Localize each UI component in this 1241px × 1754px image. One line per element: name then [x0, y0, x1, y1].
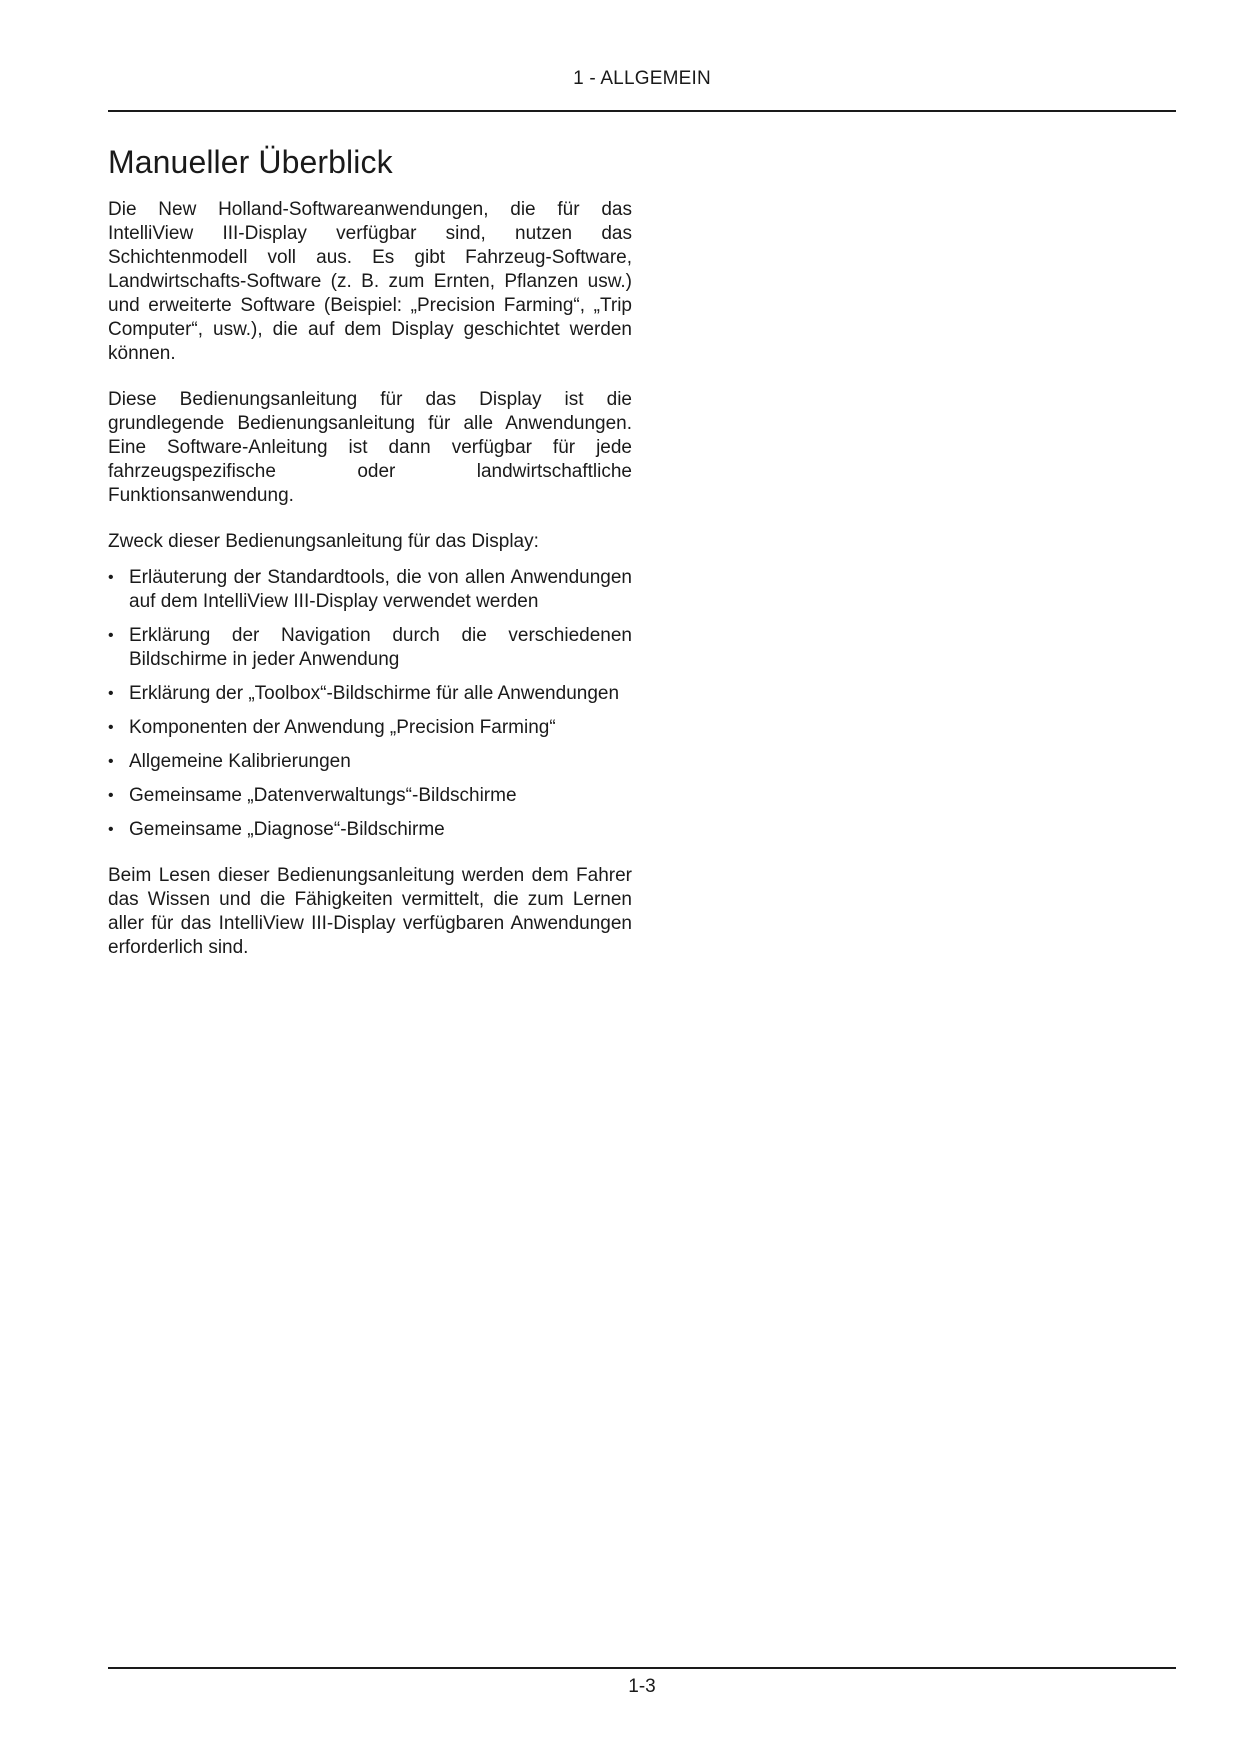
- header-divider: [108, 110, 1176, 112]
- list-item: [108, 624, 632, 672]
- list-intro: Zweck dieser Bedienungsanleitung für das Display:: [108, 531, 539, 552]
- list-item: [108, 566, 632, 614]
- bullet-icon: •: [108, 821, 114, 838]
- list-item-text: Erläuterung der Standardtools, die von allen Anwendungen auf dem IntelliView III-Display verwendet werden: [129, 567, 632, 612]
- bullet-icon: •: [108, 719, 114, 736]
- list-item-text: Erklärung der Navigation durch die verschiedenen Bildschirme in jeder Anwendung: [129, 625, 632, 670]
- paragraph-manual-scope: Diese Bedienungsanleitung für das Display ist die grundlegende Bedienungsanleitung für alle Anwendungen. Eine Software-Anleitung ist dann verfügbar für jede fahrzeugspezifische oder landwirtschaftliche Funktionsanwendung.: [108, 389, 632, 506]
- list-item-text: Gemeinsame „Diagnose“-Bildschirme: [129, 819, 445, 840]
- list-item-text: Gemeinsame „Datenverwaltungs“-Bildschirme: [129, 785, 517, 806]
- list-item-text: Erklärung der „Toolbox“-Bildschirme für alle Anwendungen: [129, 683, 620, 704]
- section-header: 1 - ALLGEMEIN: [573, 68, 711, 89]
- page-title: Manueller Überblick: [108, 144, 393, 180]
- page-number: 1-3: [628, 1676, 656, 1697]
- list-item-text: Allgemeine Kalibrierungen: [129, 751, 351, 772]
- purpose-list: [108, 566, 632, 842]
- paragraph-intro: Die New Holland-Softwareanwendungen, die für das IntelliView III-Display verfügbar sind, nutzen das Schichtenmodell voll aus. Es gibt Fahrzeug-Software, Landwirtschafts-Software (z. B. zum Ernten, Pflanzen usw.) und erweiterte Software (Beispiel: „Precision Farming“, „Trip Computer“, usw.), die auf dem Display geschichtet werden können.: [108, 199, 632, 364]
- main-content: [108, 140, 632, 982]
- list-item: [108, 682, 632, 706]
- bullet-icon: •: [108, 685, 114, 702]
- list-item: [108, 716, 632, 740]
- bullet-icon: •: [108, 569, 114, 586]
- bullet-icon: •: [108, 753, 114, 770]
- list-item: [108, 750, 632, 774]
- list-item: [108, 784, 632, 808]
- list-item: [108, 818, 632, 842]
- paragraph-closing: Beim Lesen dieser Bedienungsanleitung werden dem Fahrer das Wissen und die Fähigkeiten vermittelt, die zum Lernen aller für das IntelliView III-Display verfügbaren Anwendungen erforderlich sind.: [108, 865, 632, 958]
- list-item-text: Komponenten der Anwendung „Precision Farming“: [129, 717, 556, 738]
- bullet-icon: •: [108, 787, 114, 804]
- bullet-icon: •: [108, 627, 114, 644]
- footer-divider: [108, 1667, 1176, 1669]
